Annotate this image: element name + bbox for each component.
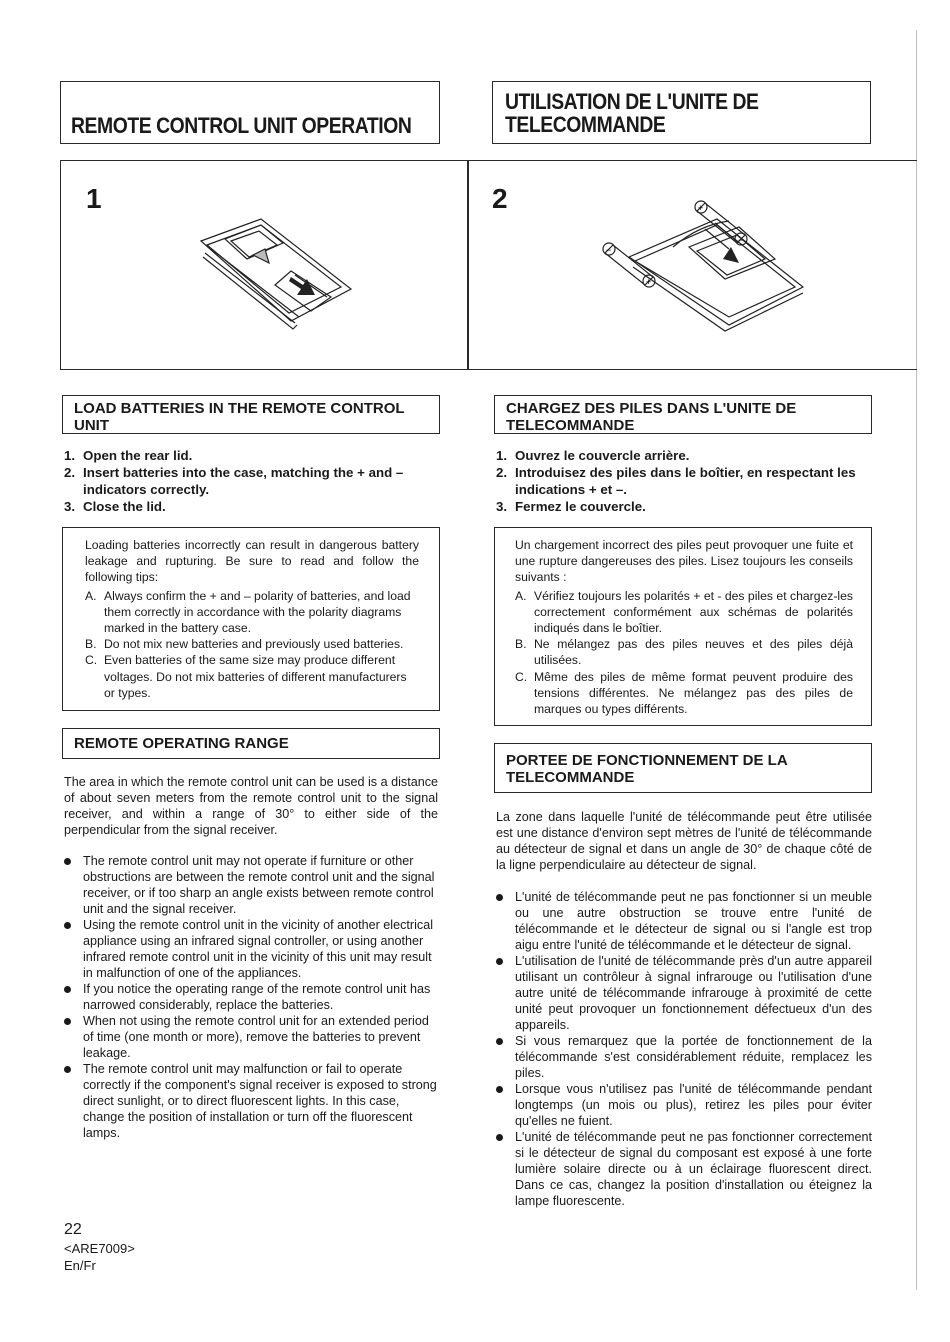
- list-item: [515, 636, 853, 668]
- bullet-text: L'unité de télécommande peut ne pas fonctionner si un meuble ou une autre obstruction se trouve entre l'unité de télécommande et le détecteur de signal ou si l'angle est trop aigu entre l'unité de télécommande et le détecteur de signal.: [515, 890, 872, 952]
- caution-text: Même des piles de même format peuvent produire des tensions différentes. Ne mélangez pas des piles de marques ou types différents.: [534, 669, 853, 717]
- list-item: [64, 853, 439, 917]
- list-item: [496, 1081, 872, 1129]
- bullet-text: If you notice the operating range of the remote control unit has narrowed considerably, replace the batteries.: [83, 982, 431, 1012]
- step-text: Insert batteries into the case, matching the + and – indicators correctly.: [83, 465, 404, 497]
- title-box-en: [60, 81, 440, 144]
- operating-range-heading-en: REMOTE OPERATING RANGE: [74, 735, 289, 752]
- list-item: [64, 1013, 439, 1061]
- caution-intro: Un chargement incorrect des piles peut provoquer une fuite et une rupture dangereuses des piles. Lisez toujours les conseils suivants :: [515, 538, 853, 585]
- list-item: [496, 953, 872, 1033]
- battery-caution-text-en: [85, 537, 419, 701]
- load-steps-en: [64, 447, 434, 515]
- svg-text:+: +: [646, 277, 652, 287]
- figure-panel: [60, 160, 917, 370]
- bullet-icon: [496, 1086, 503, 1093]
- step-text: Ouvrez le couvercle arrière.: [515, 448, 690, 463]
- svg-text:−: −: [738, 235, 744, 245]
- load-batteries-heading-box-en: [62, 395, 440, 434]
- list-item: [496, 1129, 872, 1209]
- list-item: [85, 636, 419, 652]
- caution-text: Even batteries of the same size may produce different voltages. Do not mix batteries of different manufacturers or types.: [104, 653, 407, 700]
- bullet-icon: [64, 986, 71, 993]
- svg-text:+: +: [698, 203, 704, 213]
- bullet-icon: [496, 894, 503, 901]
- bullet-text: Si vous remarquez que la portée de fonctionnement de la télécommande s'est considérablement réduite, remplacez les piles.: [515, 1034, 872, 1080]
- figure-divider: [467, 161, 469, 369]
- list-item: [496, 498, 866, 515]
- title-box-fr: [492, 81, 871, 144]
- list-item: [64, 447, 434, 464]
- battery-caution-text-fr: [515, 537, 853, 717]
- battery-caution-box-fr: [494, 527, 872, 726]
- bullet-icon: [64, 922, 71, 929]
- operating-range-heading-box-fr: [494, 743, 872, 793]
- caution-text: Do not mix new batteries and previously used batteries.: [104, 637, 404, 652]
- caution-letter: A.: [515, 588, 527, 603]
- bullet-text: The remote control unit may not operate if furniture or other obstructions are between the remote control unit and the signal receiver, or if too sharp an angle exists between remote control unit and the signal receiver.: [83, 854, 435, 916]
- heading-line: TELECOMMANDE: [506, 417, 635, 434]
- bullet-icon: [496, 1134, 503, 1141]
- list-item: [496, 1033, 872, 1081]
- svg-text:−: −: [606, 245, 612, 255]
- heading-line: PORTEE DE FONCTIONNEMENT DE LA: [506, 752, 788, 769]
- remote-open-lid-illustration: [191, 211, 371, 331]
- step-number: 2.: [496, 465, 508, 480]
- caution-intro: Loading batteries incorrectly can result in dangerous battery leakage and rupturing. Be sure to read and follow the following tips:: [85, 538, 419, 585]
- page-title-fr-line2: TELECOMMANDE: [505, 112, 666, 137]
- load-batteries-heading-en: LOAD BATTERIES IN THE REMOTE CONTROL UNIT: [74, 400, 405, 434]
- load-batteries-heading-box-fr: [494, 395, 872, 434]
- load-batteries-heading-fr: [506, 400, 796, 434]
- step-number: 3.: [496, 499, 508, 514]
- bullet-text: L'utilisation de l'unité de télécommande près d'un autre appareil utilisant un contrôleur à signal infrarouge ou l'utilisation d'une autre unité de télécommande infrarouge à proximité de cette unité peut provoquer un fonctionnement défectueux d'un des appareils.: [515, 954, 872, 1032]
- operating-range-bullets-fr: [496, 889, 872, 1209]
- bullet-icon: [496, 1038, 503, 1045]
- step-number: 2.: [64, 465, 76, 480]
- caution-letter: A.: [85, 588, 97, 603]
- document-code: <ARE7009>: [64, 1241, 135, 1256]
- page-title-en: REMOTE CONTROL UNIT OPERATION: [71, 113, 412, 138]
- operating-range-heading-box-en: [62, 728, 440, 759]
- caution-letter: C.: [85, 653, 98, 668]
- language-code: En/Fr: [64, 1258, 96, 1273]
- list-item: [85, 652, 419, 701]
- bullet-icon: [64, 858, 71, 865]
- step-text: Introduisez des piles dans le boîtier, en respectant les indications + et –.: [515, 465, 856, 497]
- bullet-text: Lorsque vous n'utilisez pas l'unité de télécommande pendant longtemps (un mois ou plus), retirez les piles pour éviter qu'elles ne fuient.: [515, 1082, 872, 1128]
- figure-2-number: 2: [492, 183, 508, 214]
- list-item: [515, 669, 853, 718]
- operating-range-bullets-en: [64, 853, 439, 1141]
- heading-line: CHARGEZ DES PILES DANS L'UNITE DE: [506, 400, 797, 417]
- list-item: [64, 981, 439, 1013]
- operating-range-heading-fr: [506, 752, 788, 786]
- list-item: [85, 588, 419, 637]
- list-item: [64, 917, 439, 981]
- step-number: 3.: [64, 499, 76, 514]
- step-number: 1.: [64, 448, 76, 463]
- bullet-icon: [64, 1018, 71, 1025]
- bullet-text: When not using the remote control unit for an extended period of time (one month or more), remove the batteries to prevent leakage.: [83, 1014, 429, 1060]
- caution-letter: B.: [515, 637, 527, 652]
- list-item: [515, 588, 853, 637]
- bullet-text: L'unité de télécommande peut ne pas fonctionner correctement si le détecteur de signal du composant est exposé à une forte lumière solaire directe ou à un éclairage fluorescent direct. Dans ce cas, changez la position d'installation ou éteignez la lampe fluorescente.: [515, 1130, 872, 1208]
- heading-line: TELECOMMANDE: [506, 769, 635, 786]
- list-item: [496, 889, 872, 953]
- caution-text: Vérifiez toujours les polarités + et - des piles et chargez-les correctement conformément aux schémas de polarités indiqués dans le boîtier.: [534, 588, 853, 636]
- step-number: 1.: [496, 448, 508, 463]
- bullet-icon: [496, 958, 503, 965]
- bullet-text: The remote control unit may malfunction or fail to operate correctly if the component's signal receiver is exposed to strong direct sunlight, or to direct fluorescent lights. In this case, change the position of installation or turn off the fluorescent lamps.: [83, 1062, 437, 1140]
- page-footer: [64, 1220, 135, 1274]
- caution-list: [85, 588, 419, 701]
- operating-range-intro-fr: La zone dans laquelle l'unité de télécommande peut être utilisée est une distance d'environ sept mètres de l'unité de télécommande au détecteur de signal et dans un angle de 30° de chaque côté de la ligne perpendiculaire au détecteur de signal.: [496, 810, 872, 872]
- caution-text: Always confirm the + and – polarity of batteries, and load them correctly in accordance with the polarity diagrams marked in the battery case.: [104, 588, 411, 636]
- page-title-fr-line1: UTILISATION DE L'UNITE DE: [505, 89, 759, 114]
- page-number: 22: [64, 1221, 82, 1238]
- list-item: [64, 498, 434, 515]
- list-item: [496, 464, 866, 498]
- figure-1-number: 1: [86, 183, 102, 214]
- bullet-icon: [64, 1066, 71, 1073]
- caution-list: [515, 588, 853, 718]
- load-steps-fr: [496, 447, 866, 515]
- battery-insertion-illustration: [589, 199, 829, 339]
- step-text: Close the lid.: [83, 499, 166, 514]
- step-text: Open the rear lid.: [83, 448, 193, 463]
- list-item: [64, 1061, 439, 1141]
- list-item: [64, 464, 434, 498]
- bullet-text: Using the remote control unit in the vicinity of another electrical appliance using an infrared signal controller, or using another infrared remote control unit in the vicinity of this unit may result in malfunction of one of the appliances.: [83, 918, 433, 980]
- caution-letter: C.: [515, 669, 528, 684]
- page-title-fr: [505, 90, 759, 136]
- caution-text: Ne mélangez pas des piles neuves et des piles déjà utilisées.: [534, 637, 853, 668]
- step-text: Fermez le couvercle.: [515, 499, 646, 514]
- caution-letter: B.: [85, 637, 97, 652]
- list-item: [496, 447, 866, 464]
- battery-caution-box-en: [62, 527, 440, 711]
- operating-range-intro-en: The area in which the remote control unit can be used is a distance of about seven meters from the remote control unit to the signal receiver, and within a range of 30° to either side of the perpendicular from the signal receiver.: [64, 775, 438, 837]
